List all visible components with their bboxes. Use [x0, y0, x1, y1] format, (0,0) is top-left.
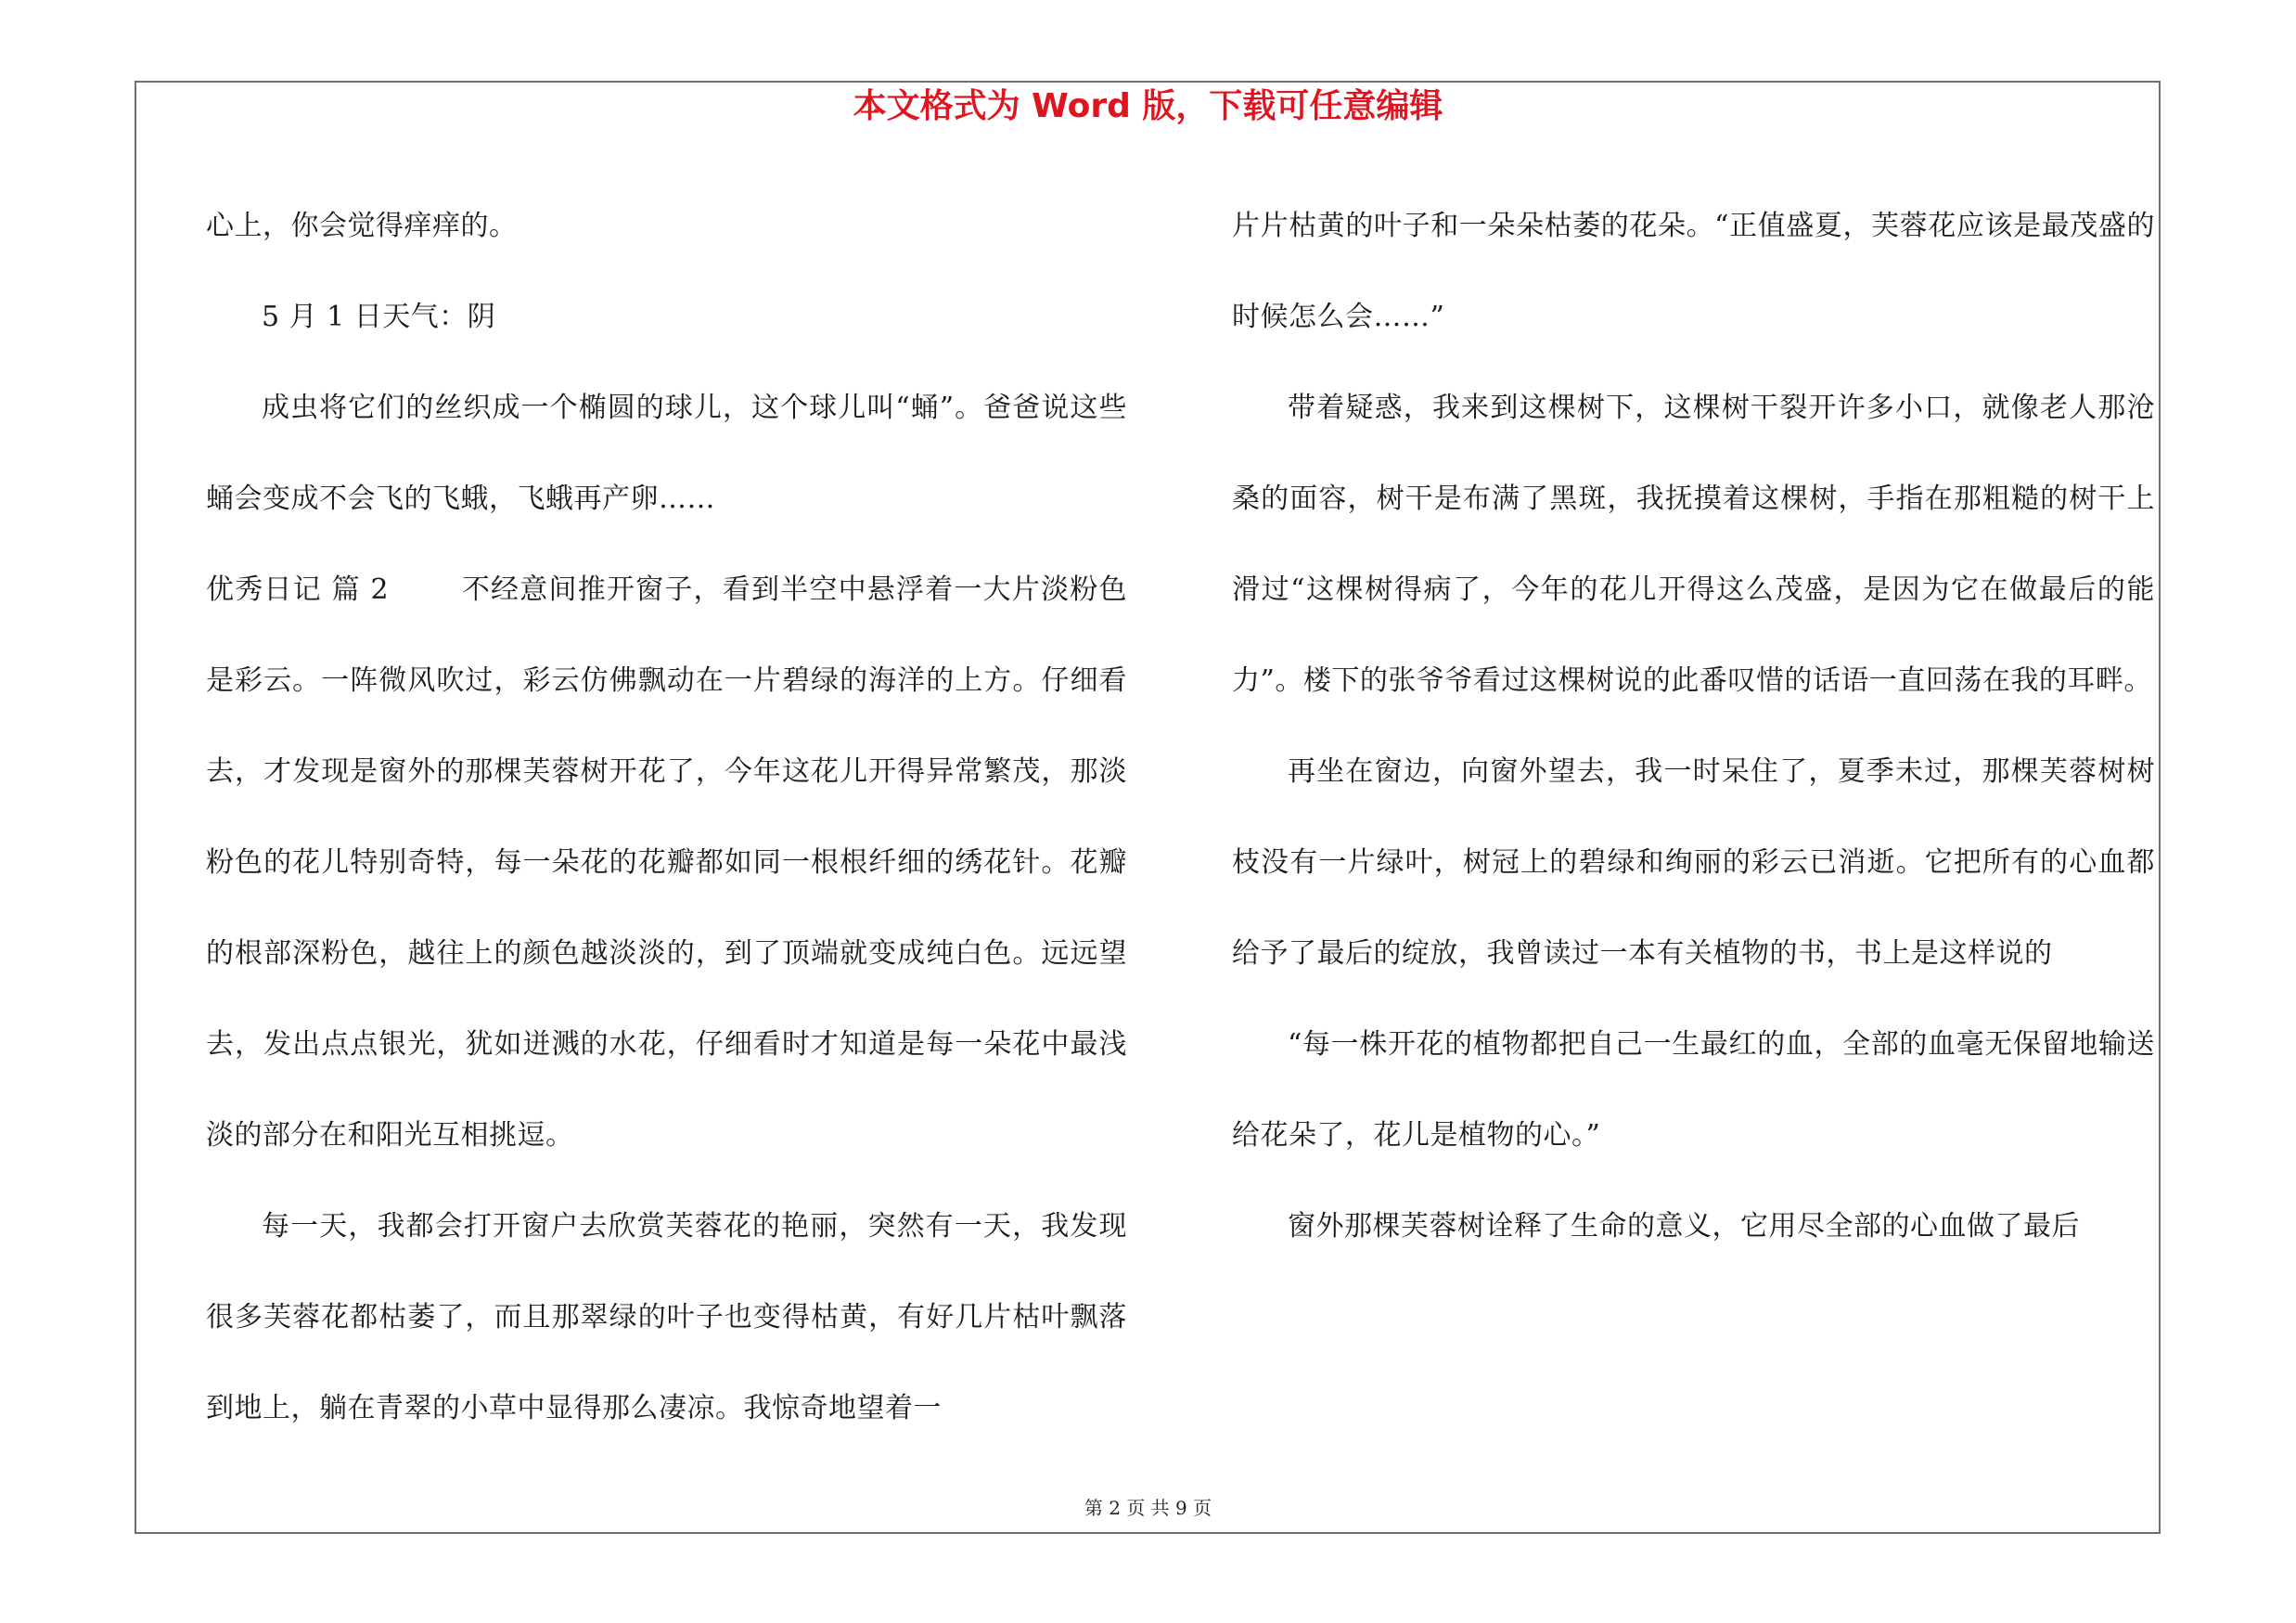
paragraph-tree-trunk: 带着疑惑，我来到这棵树下，这棵树干裂开许多小口，就像老人那沧桑的面容，树干是布满了黑斑，我抚摸着这棵树，手指在那粗糙的树干上滑过“这棵树得病了，今年的花儿开得这么茂盛，是因为它在做最后的能力”。楼下的张爷爷看过这棵树说的此番叹惜的话语一直回荡在我的耳畔。	[1232, 392, 2155, 697]
paragraph-diary-2	[206, 545, 1127, 1181]
paragraph-quote: “每一株开花的植物都把自己一生最红的血，全部的血毫无保留地输送给花朵了，花儿是植物的心。”	[1232, 1028, 2155, 1152]
left-column	[206, 181, 1127, 1454]
paragraph-yellow-leaves: 片片枯黄的叶子和一朵朵枯萎的花朵。“正值盛夏，芙蓉花应该是最茂盛的时候怎么会……”	[1232, 210, 2155, 333]
paragraph-continuation: 心上，你会觉得痒痒的。	[206, 210, 518, 242]
paragraph-meaning: 窗外那棵芙蓉树诠释了生命的意义，它用尽全部的心血做了最后	[1288, 1210, 2080, 1243]
paragraph-withering: 每一天，我都会打开窗户去欣赏芙蓉花的艳丽，突然有一天，我发现很多芙蓉花都枯萎了，而且那翠绿的叶子也变得枯黄，有好几片枯叶飘落到地上，躺在青翠的小草中显得那么凄凉。我惊奇地望着一	[206, 1210, 1127, 1424]
format-banner: 本文格式为 Word 版，下载可任意编辑	[853, 87, 1443, 125]
page-number-footer: 第 2 页 共 9 页	[1084, 1497, 1212, 1519]
section-body: 不经意间推开窗子，看到半空中悬浮着一大片淡粉色是彩云。一阵微风吹过，彩云仿佛飘动在一片碧绿的海洋的上方。仔细看去，才发现是窗外的那棵芙蓉树开花了，今年这花儿开得异常繁茂，那淡粉色的花儿特别奇特，每一朵花的花瓣都如同一根根纤细的绣花针。花瓣的根部深粉色，越往上的颜色越淡淡的，到了顶端就变成纯白色。远远望去，发出点点银光，犹如迸溅的水花，仔细看时才知道是每一朵花中最浅淡的部分在和阳光互相挑逗。	[206, 573, 1127, 1152]
right-column	[1232, 181, 2155, 1272]
paragraph-pupa: 成虫将它们的丝织成一个椭圆的球儿，这个球儿叫“蛹”。爸爸说这些蛹会变成不会飞的飞蛾，飞蛾再产卵……	[206, 392, 1127, 515]
diary-date-line: 5 月 1 日天气：阴	[262, 301, 496, 333]
section-heading: 优秀日记 篇 2	[206, 573, 390, 606]
paragraph-bare-branches: 再坐在窗边，向窗外望去，我一时呆住了，夏季未过，那棵芙蓉树树枝没有一片绿叶，树冠上的碧绿和绚丽的彩云已消逝。它把所有的心血都给予了最后的绽放，我曾读过一本有关植物的书，书上是这样说的	[1232, 755, 2155, 970]
